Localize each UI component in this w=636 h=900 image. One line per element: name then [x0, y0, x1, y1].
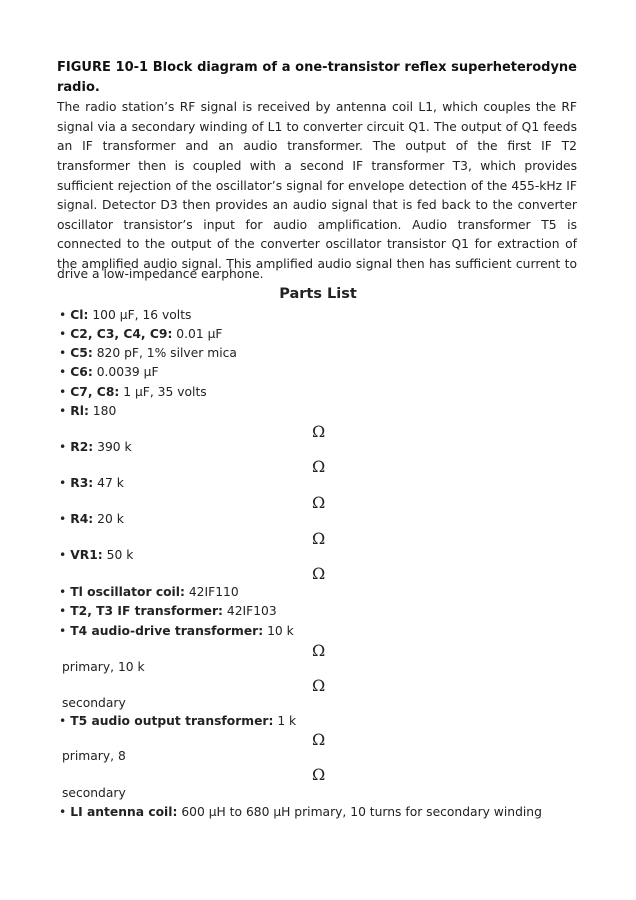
part-item: • T4 audio-drive transformer: 10 k [59, 624, 294, 638]
part-item: • R4: 20 k [59, 512, 124, 526]
ohm-symbol: Ω [312, 493, 326, 512]
part-item: • R3: 47 k [59, 476, 124, 490]
ohm-symbol: Ω [312, 529, 326, 548]
caption-line: sufficient rejection of the oscillator’s signal for envelope detection of the 455-kHz IF [57, 179, 577, 193]
caption-line: drive a low-impedance earphone. [57, 267, 264, 281]
caption-line: signal via a secondary winding of L1 to converter circuit Q1. The output of Q1 feeds [57, 120, 577, 134]
part-item: • Rl: 180 [59, 404, 117, 418]
part-item: • R2: 390 k [59, 440, 132, 454]
part-item: • Cl: 100 µF, 16 volts [59, 308, 192, 322]
caption-line: an IF transformer and an audio transformer. The output of the first IF T2 [57, 139, 577, 153]
caption-line: The radio station’s RF signal is received by antenna coil L1, which couples the RF [57, 100, 577, 114]
ohm-symbol: Ω [312, 730, 326, 749]
part-item: • T5 audio output transformer: 1 k [59, 714, 297, 728]
part-item: • Tl oscillator coil: 42IF110 [59, 585, 239, 599]
ohm-symbol: Ω [312, 765, 326, 784]
ohm-symbol: Ω [312, 676, 326, 695]
part-continuation: primary, 8 [62, 749, 126, 763]
caption-line: signal. Detector D3 then provides an audio signal that is fed back to the converter [57, 198, 577, 212]
part-continuation: primary, 10 k [62, 660, 145, 674]
ohm-symbol: Ω [312, 564, 326, 583]
figure-title-line: radio. [57, 80, 100, 95]
parts-list-heading: Parts List [279, 286, 357, 302]
part-continuation: secondary [62, 696, 126, 710]
ohm-symbol: Ω [312, 422, 326, 441]
part-item: • C5: 820 pF, 1% silver mica [59, 346, 237, 360]
ohm-symbol: Ω [312, 641, 326, 660]
part-item: • C7, C8: 1 µF, 35 volts [59, 385, 207, 399]
ohm-symbol: Ω [312, 457, 326, 476]
part-item: • VR1: 50 k [59, 548, 134, 562]
part-item: • T2, T3 IF transformer: 42IF103 [59, 604, 277, 618]
part-item: • C2, C3, C4, C9: 0.01 µF [59, 327, 223, 341]
part-continuation: secondary [62, 786, 126, 800]
caption-line: the amplified audio signal. This amplified audio signal then has sufficient current to [57, 257, 577, 271]
caption-line: oscillator transistor’s input for audio amplification. Audio transformer T5 is [57, 218, 577, 232]
part-item: • C6: 0.0039 µF [59, 365, 159, 379]
caption-line: connected to the output of the converter oscillator transistor Q1 for extraction of [57, 237, 577, 251]
part-item: • LI antenna coil: 600 µH to 680 µH primary, 10 turns for secondary winding [59, 805, 542, 819]
caption-line: transformer then is coupled with a second IF transformer T3, which provides [57, 159, 577, 173]
figure-title-line: FIGURE 10-1 Block diagram of a one-transistor reflex superheterodyne [57, 60, 577, 75]
